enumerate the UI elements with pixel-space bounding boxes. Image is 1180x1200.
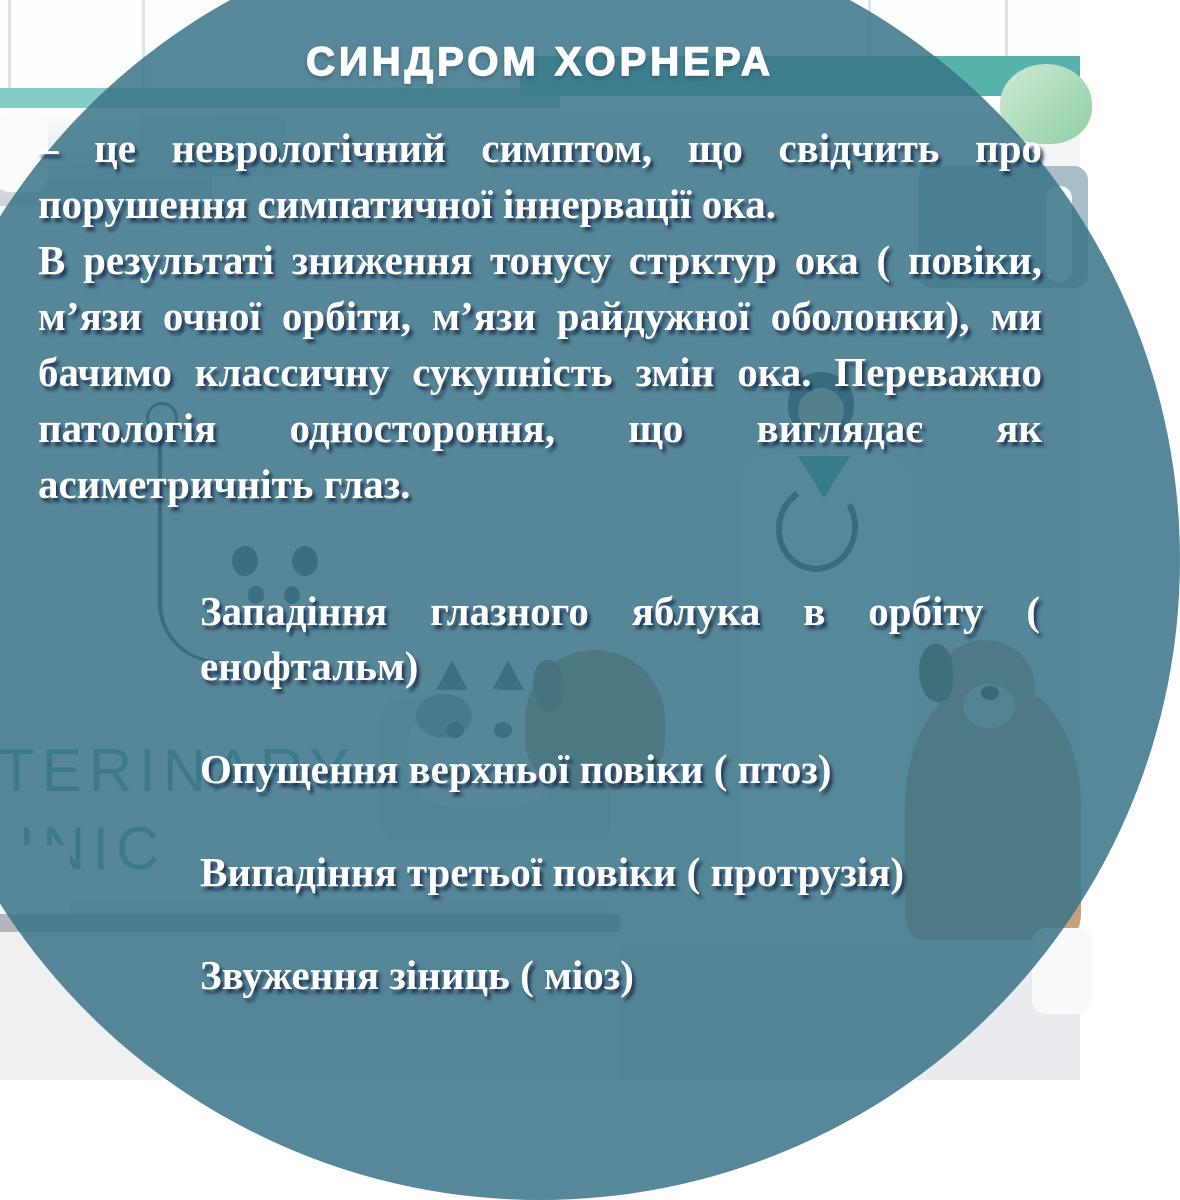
symptom-item: Випадіння третьої повіки ( протрузія) [200,849,905,895]
description-paragraph: – це неврологічний симптом, що свідчить про порушення симпатичної іннервації ока. [38,125,1042,227]
description-block [38,120,1042,512]
symptom-item: Западіння глазного яблука в орбіту ( енофтальм) [200,588,1040,689]
symptom-item: Опущення верхньої повіки ( птоз) [200,746,832,792]
symptom-list [200,584,1040,1051]
symptom-item: Звуження зіниць ( міоз) [200,952,634,998]
page-title: СИНДРОМ ХОРНЕРА [306,40,774,84]
description-paragraph: В результаті зниження тонусу стрктур ока ( повіки, м’язи очної орбіти, м’язи райдужної оболонки), ми бачимо классичну сукупність змін ока. Переважно патологія одностороння, що виглядає як асиметричніть глаз. [38,237,1042,507]
